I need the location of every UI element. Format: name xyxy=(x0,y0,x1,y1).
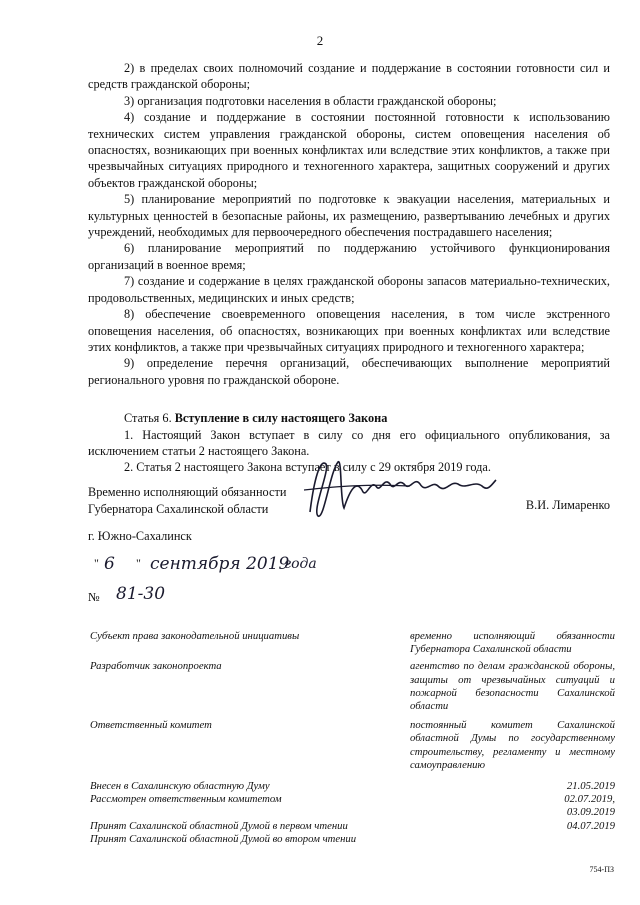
meta-value: постоянный комитет Сахалинской областной Думы по государственному строительству, регламенту и местному самоуправлению xyxy=(410,719,615,771)
number-value: 81-30 xyxy=(116,584,166,604)
meta-label: Внесен в Сахалинскую областную Думу xyxy=(90,780,270,793)
meta-label: Рассмотрен ответственным комитетом xyxy=(90,793,282,806)
quote-mark: " xyxy=(136,556,141,570)
law-number xyxy=(88,584,288,610)
meta-row-developer xyxy=(90,660,615,713)
meta-value: временно исполняющий обязанности Губернатора Сахалинской области xyxy=(410,630,615,656)
handwritten-signature xyxy=(300,450,500,530)
date-day: 6 xyxy=(104,554,115,574)
meta-date: 02.07.2019, xyxy=(564,793,615,806)
meta-date: 04.07.2019 xyxy=(566,819,615,832)
meta-label: Принят Сахалинской областной Думой в первом чтении xyxy=(90,819,348,832)
article-item-2: 2. Статья 2 настоящего Закона вступает в силу с 29 октября 2019 года. xyxy=(124,460,491,475)
document-code: 754-ПЗ xyxy=(589,865,614,874)
paragraph-item-5: 5) планирование мероприятий по подготовке к эвакуации населения, материальных и культурных ценностей в безопасные районы, их размещению, развертыванию лечебных и других учреждений, необходимых для первоочередного обеспечения пострадавшего населения; xyxy=(88,192,610,240)
paragraph-item-9: 9) определение перечня организаций, обеспечивающих выполнение мероприятий регионального уровня по гражданской обороне. xyxy=(88,356,610,387)
meta-row-reviewed-2 xyxy=(90,806,615,819)
number-symbol: № xyxy=(88,590,100,604)
page-number: 2 xyxy=(316,33,324,48)
meta-label: Субъект права законодательной инициативы xyxy=(90,630,300,642)
article-item-1: 1. Настоящий Закон вступает в силу со дня его официального опубликования, за исключением статьи 2 настоящего Закона. xyxy=(88,427,610,458)
signing-date xyxy=(88,554,348,580)
signatory-position-line2: Губернатора Сахалинской области xyxy=(88,501,269,516)
meta-row-first-reading xyxy=(90,820,615,833)
meta-value: агентство по делам гражданской обороны, защиты от чрезвычайных ситуаций и пожарной безопасности Сахалинской области xyxy=(410,660,615,713)
article-prefix: Статья 6. xyxy=(124,411,175,426)
meta-label: Ответственный комитет xyxy=(90,719,212,732)
meta-row-submitted xyxy=(90,780,615,793)
meta-row-second-reading xyxy=(90,833,615,846)
law-text xyxy=(88,60,610,476)
paragraph-item-7: 7) создание и содержание в целях гражданской обороны запасов материально-технических, продовольственных, медицинских и иных средств; xyxy=(88,274,610,305)
meta-label: Разработчик законопроекта xyxy=(90,660,222,673)
paragraph-item-3: 3) организация подготовки населения в области гражданской обороны; xyxy=(124,93,497,108)
article-title: Вступление в силу настоящего Закона xyxy=(174,411,388,426)
date-month-year: сентября 2019 xyxy=(150,554,290,574)
signatory-position xyxy=(88,484,286,517)
meta-date: 21.05.2019 xyxy=(566,780,615,793)
signatory-position-line1: Временно исполняющий обязанности xyxy=(88,485,287,499)
article-heading xyxy=(88,410,610,426)
signatory-name: В.И. Лимаренко xyxy=(525,498,610,512)
paragraph-item-8: 8) обеспечение своевременного оповещения населения, в том числе экстренного оповещения населения, об опасностях, возникающих при военных конфликтах или вследствие этих конфликтов, а также при чрезвычайных ситуациях природного и техногенного характера; xyxy=(88,307,610,354)
meta-date: 03.09.2019 xyxy=(566,806,615,819)
meta-row-committee xyxy=(90,719,615,772)
city: г. Южно-Сахалинск xyxy=(88,529,192,543)
meta-label: Принят Сахалинской областной Думой во втором чтении xyxy=(90,832,357,845)
legislative-metadata xyxy=(90,630,615,846)
meta-date xyxy=(410,833,615,846)
paragraph-item-4: 4) создание и поддержание в состоянии постоянной готовности к использованию технических систем управления гражданской обороны, систем оповещения населения об опасностях, возникающих при военных конфликтах или вследствие этих конфликтов, а также при чрезвычайных ситуациях природного и техногенного характера, защитных сооружений и других объектов гражданской обороны; xyxy=(88,110,610,190)
paragraph-item-2: 2) в пределах своих полномочий создание и поддержание в состоянии готовности сил и средств гражданской обороны; xyxy=(88,61,610,92)
meta-row-reviewed xyxy=(90,793,615,806)
meta-row-initiative xyxy=(90,630,615,656)
quote-mark: " xyxy=(94,556,99,570)
paragraph-item-6: 6) планирование мероприятий по поддержанию устойчивого функционирования организаций в военное время; xyxy=(88,241,610,272)
date-word: года xyxy=(284,556,317,572)
